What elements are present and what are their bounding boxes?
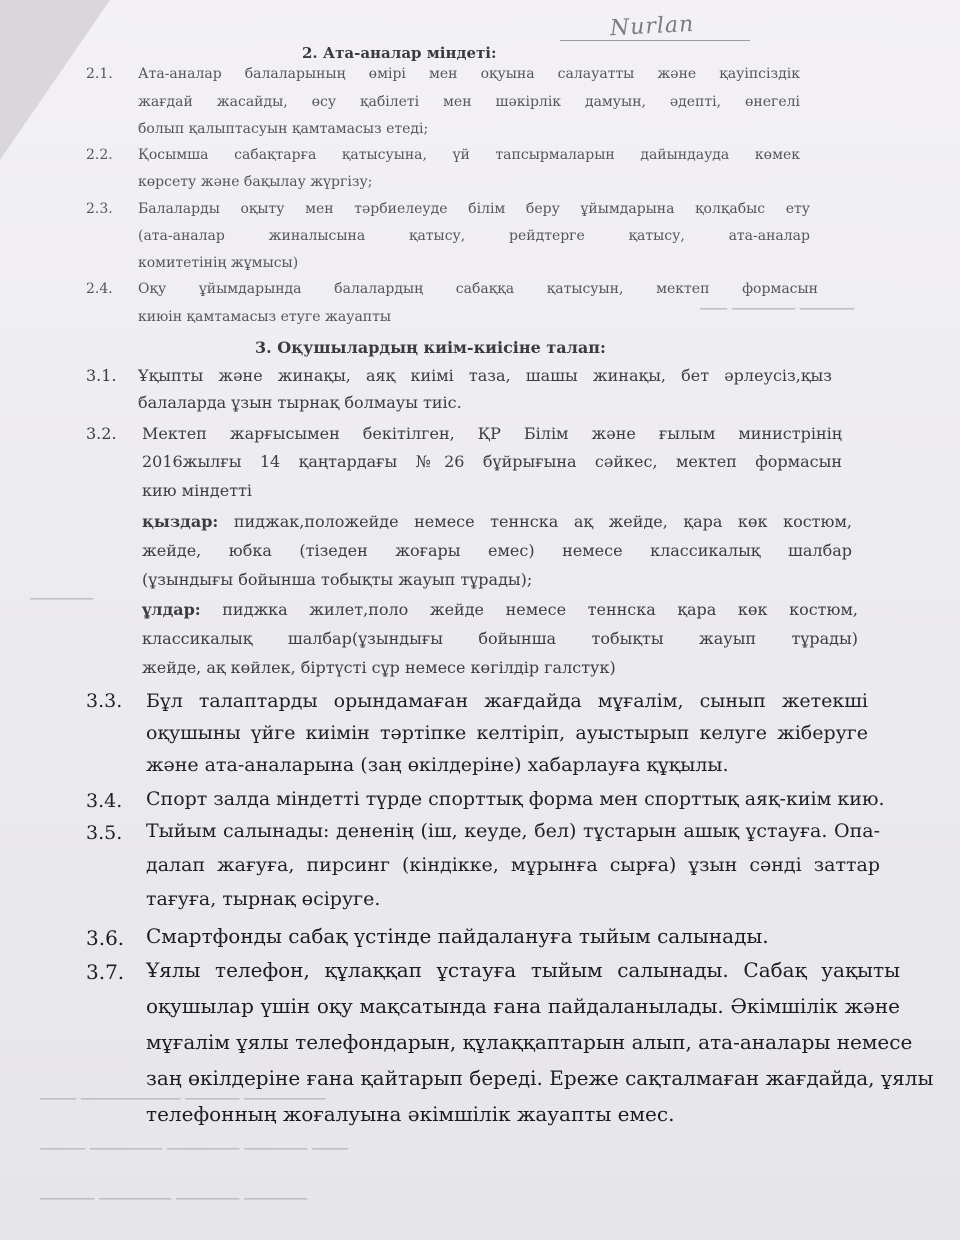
item-text-line: тағуға, тырнақ өсіруге. [146, 888, 381, 910]
girls-uniform-line: қыздар: пиджак,положейде немесе теннска ақ жейде, қара көк костюм, [142, 512, 852, 531]
item-text-line: комитетінің жұмысы) [138, 255, 299, 271]
item-text-line: классикалық шалбар(ұзындығы бойынша тобықты жауып тұрады) [142, 629, 858, 648]
item-text-line: кию міндетті [142, 481, 253, 500]
item-text-line: Ұқыпты және жинақы, аяқ киімі таза, шашы жинақы, бет әрлеусіз,қыз [138, 366, 832, 385]
boys-label: ұлдар: [142, 600, 201, 619]
signature-line [560, 40, 750, 41]
item-text-line: 2016жылғы 14 қаңтардағы №26 бұйрығына сәйкес, мектеп формасын [142, 452, 842, 471]
item-text-line: балаларда ұзын тырнақ болмауы тиіс. [138, 393, 462, 412]
item-text-line: киюін қамтамасыз етуге жауапты [138, 309, 392, 325]
item-text-line: оқушыны үйге киімін тәртіпке келтіріп, ауыстырып келуге жіберуге [146, 722, 868, 744]
bleed-through: ─────── [30, 590, 94, 608]
handwritten-signature: Nurlan [609, 11, 695, 42]
item-text-line: Бұл талаптарды орындамаған жағдайда мұғалім, сынып жетекші [146, 690, 868, 712]
item-number: 2.3. [86, 201, 113, 217]
item-text-line: (ата-аналар жиналысына қатысу, рейдтерге қатысу, ата-аналар [138, 228, 810, 244]
item-text-line: жейде, ақ көйлек, біртүсті сұр немесе көгілдір галстук) [142, 658, 616, 677]
item-text-line: (ұзындығы бойынша тобықты жауып тұрады); [142, 570, 533, 589]
item-text-line: Спорт залда міндетті түрде спорттық форма мен спорттық аяқ-киім кию. [146, 788, 885, 810]
item-text-line: және ата-аналарына (заң өкілдеріне) хабарлауға құқылы. [146, 754, 729, 776]
girls-label: қыздар: [142, 512, 219, 531]
item-text-line: мұғалім ұялы телефондарын, құлаққаптарын алып, ата-аналары немесе [146, 1030, 913, 1054]
item-number: 2.1. [86, 66, 113, 82]
item-text-line: болып қалыптасуын қамтамасыз етеді; [138, 121, 429, 137]
item-text-line: Мектеп жарғысымен бекітілген, ҚР Білім және ғылым министрінің [142, 424, 842, 443]
item-text-line: жағдай жасайды, өсу қабілеті мен шәкірлік дамуын, әдепті, өнегелі [138, 94, 800, 110]
bleed-through: ──── ─────────── ────── ───────── [40, 1090, 326, 1108]
boys-uniform-line: ұлдар: пиджка жилет,поло жейде немесе теннска қара көк костюм, [142, 600, 858, 619]
item-number: 3.4. [86, 790, 123, 812]
item-text-line: көрсету және бақылау жүргізу; [138, 174, 373, 190]
bleed-through: ────── ──────── ─────── ─────── [40, 1190, 308, 1208]
item-text-line: телефонның жоғалуына әкімшілік жауапты емес. [146, 1102, 675, 1126]
item-text-line: Қосымша сабақтарға қатысуына, үй тапсырмаларын дайындауда көмек [138, 147, 800, 163]
section-2-title: 2. Ата-аналар міндеті: [302, 44, 497, 62]
item-text-line: Балаларды оқыту мен тәрбиелеуде білім беру ұйымдарына қолқабыс ету [138, 201, 810, 217]
item-text-line: Тыйым салынады: дененің (іш, кеуде, бел) тұстарын ашық ұстауға. Опа- [146, 820, 880, 842]
item-number: 3.7. [86, 960, 125, 984]
item-text-line: Оқу ұйымдарында балалардың сабаққа қатысуын, мектеп формасын [138, 281, 818, 297]
item-number: 3.5. [86, 822, 123, 844]
item-number: 3.2. [86, 424, 117, 443]
item-text-line: оқушылар үшін оқу мақсатында ғана пайдаланылады. Әкімшілік және [146, 994, 900, 1018]
bleed-through: ─── ─────── ────── [700, 300, 855, 318]
section-3-title: 3. Оқушылардың киім-киісіне талап: [255, 338, 606, 357]
item-text-line: Смартфонды сабақ үстінде пайдалануға тыйым салынады. [146, 924, 769, 948]
item-text-line: Ата-аналар балаларының өмірі мен оқуына салауатты және қауіпсіздік [138, 66, 800, 82]
item-number: 3.6. [86, 926, 125, 950]
item-number: 2.4. [86, 281, 113, 297]
item-number: 3.3. [86, 690, 123, 712]
item-text-line: Ұялы телефон, құлаққап ұстауға тыйым салынады. Сабақ уақыты [146, 958, 900, 982]
item-number: 2.2. [86, 147, 113, 163]
item-text-line: жейде, юбка (тізеден жоғары емес) немесе классикалық шалбар [142, 541, 852, 560]
bleed-through: ───── ──────── ──────── ─────── ──── [40, 1140, 349, 1158]
item-text-line: далап жағуға, пирсинг (кіндікке, мұрынға сырға) ұзын сәнді заттар [146, 854, 880, 876]
item-number: 3.1. [86, 366, 117, 385]
item-text-line: заң өкілдеріне ғана қайтарып береді. Ереже сақталмаған жағдайда, ұялы [146, 1066, 934, 1090]
